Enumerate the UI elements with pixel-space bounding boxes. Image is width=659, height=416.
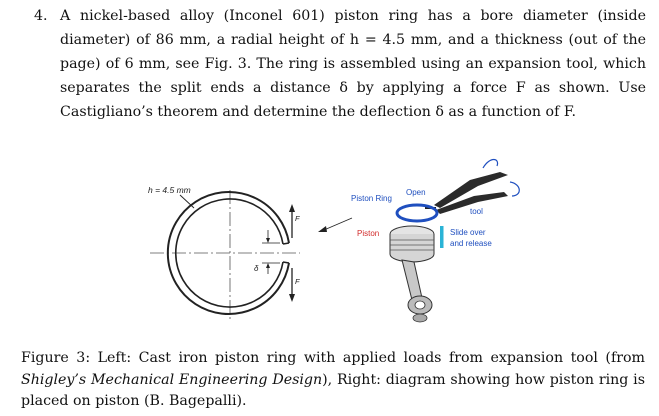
h-label: h = 4.5 mm xyxy=(148,185,191,195)
figure-svg xyxy=(0,150,659,350)
delta-label: δ xyxy=(254,264,259,273)
open-arrow-lower xyxy=(510,182,519,196)
force-bottom-label: F xyxy=(295,277,300,286)
slide-indicator-bar xyxy=(440,226,444,248)
piston-ring-diagram xyxy=(148,185,300,322)
caption-rest: ), Right: diagram showing how piston ring is placed on piston (B. Bagepalli). xyxy=(21,371,645,409)
piston-install-diagram xyxy=(351,160,519,323)
delta-arrowhead-bottom xyxy=(266,263,270,268)
slide-label-line2: and release xyxy=(450,239,492,248)
tool-label: tool xyxy=(470,207,483,216)
ring-split-bottom xyxy=(283,262,289,263)
problem-number: 4. xyxy=(34,8,48,24)
ring-split-top xyxy=(283,243,289,244)
force-bottom-arrowhead xyxy=(289,294,295,302)
connecting-rod xyxy=(402,260,422,300)
caption-book-title: Shigley’s Mechanical Engineering Design xyxy=(21,371,323,388)
open-label: Open xyxy=(406,188,426,197)
blue-piston-ring xyxy=(397,205,437,221)
rod-bearing-hole xyxy=(415,301,425,309)
pointer-arrow xyxy=(324,218,352,230)
slide-label-line1: Slide over xyxy=(450,228,486,237)
piston-ring-label: Piston Ring xyxy=(351,194,392,203)
piston-body xyxy=(390,234,434,262)
force-top-arrowhead xyxy=(289,204,295,212)
piston-label: Piston xyxy=(357,229,380,238)
open-arrow-upper xyxy=(483,160,498,169)
rod-cap xyxy=(413,314,427,322)
delta-arrowhead-top xyxy=(266,238,270,243)
caption-label: Figure 3: Left: Cast iron piston ring with applied loads from expansion tool (from xyxy=(21,350,645,366)
h-leader xyxy=(180,195,194,208)
figure-caption xyxy=(21,348,645,413)
force-top-label: F xyxy=(295,214,300,223)
figure-3 xyxy=(0,150,659,350)
problem-text: A nickel-based alloy (Inconel 601) piston ring has a bore diameter (inside diameter) of 86 mm, a radial height of h = 4.5 mm, and a thickness (out of the page) of 6 mm, see Fig. 3. The ring is assembled using an expansion tool, which separates the split ends a distance δ by applying a force F as shown. Use Castigliano’s theorem and determine the deflection δ as a function of F. xyxy=(60,8,646,120)
pointer-arrowhead xyxy=(318,226,327,232)
